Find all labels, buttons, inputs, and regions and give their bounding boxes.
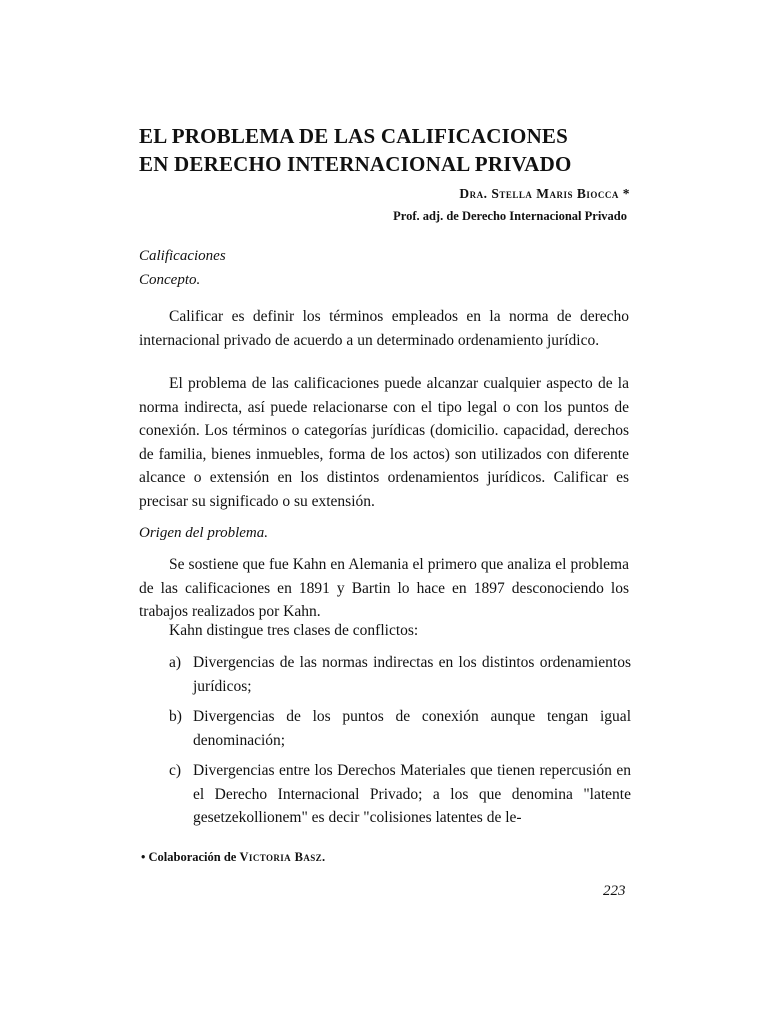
title-line-2: EN DERECHO INTERNACIONAL PRIVADO — [139, 152, 572, 176]
footnote — [141, 850, 326, 865]
section-heading-concepto: Concepto. — [139, 272, 201, 288]
paragraph-3: Se sostiene que fue Kahn en Alemania el primero que analiza el problema de las calificaciones en 1891 y Bartin lo hace en 1897 desconociendo los trabajos realizados por Kahn. — [139, 556, 629, 621]
page-number: 223 — [603, 883, 626, 899]
paragraph-4: Kahn distingue tres clases de conflictos: — [169, 622, 419, 639]
author-role: Prof. adj. de Derecho Internacional Privado — [393, 209, 627, 223]
list-item — [169, 759, 631, 830]
list-marker: a) — [169, 654, 182, 671]
section-heading-origen: Origen del problema. — [139, 525, 269, 541]
list-item-text: Divergencias entre los Derechos Materiales que tienen repercusión en el Derecho Internacional Privado; a los que denomina "latente gesetzekollionem" es decir "colisiones latentes de le- — [193, 762, 631, 827]
section-heading-calificaciones: Calificaciones — [139, 248, 226, 264]
footnote-prefix: • Colaboración de — [141, 850, 237, 864]
list-marker: b) — [169, 708, 182, 725]
list-marker: c) — [169, 762, 182, 779]
article-title — [139, 122, 639, 178]
paragraph-1: Calificar es definir los términos empleados en la norma de derecho internacional privado de acuerdo a un determinado ordenamiento jurídico. — [139, 308, 629, 349]
list-item — [169, 705, 631, 752]
list-item-text: Divergencias de las normas indirectas en los distintos ordenamientos jurídicos; — [193, 654, 631, 695]
list-item — [169, 651, 631, 698]
paragraph-2: El problema de las calificaciones puede alcanzar cualquier aspecto de la norma indirecta, así puede relacionarse con el tipo legal o con los puntos de conexión. Los términos o categorías jurídicas (domicilio. capacidad, derechos de familia, bienes inmuebles, forma de los actos) son utilizados con diferente alcance o extensión en los distintos ordenamientos jurídicos. Calificar es precisar su significado o su extensión. — [139, 375, 629, 510]
list-item-text: Divergencias de los puntos de conexión aunque tengan igual denominación; — [193, 708, 631, 749]
author-name: Dra. Stella Maris Biocca * — [459, 186, 630, 201]
title-line-1: EL PROBLEMA DE LAS CALIFICACIONES — [139, 124, 569, 148]
footnote-name: Victoria Basz. — [239, 850, 326, 864]
